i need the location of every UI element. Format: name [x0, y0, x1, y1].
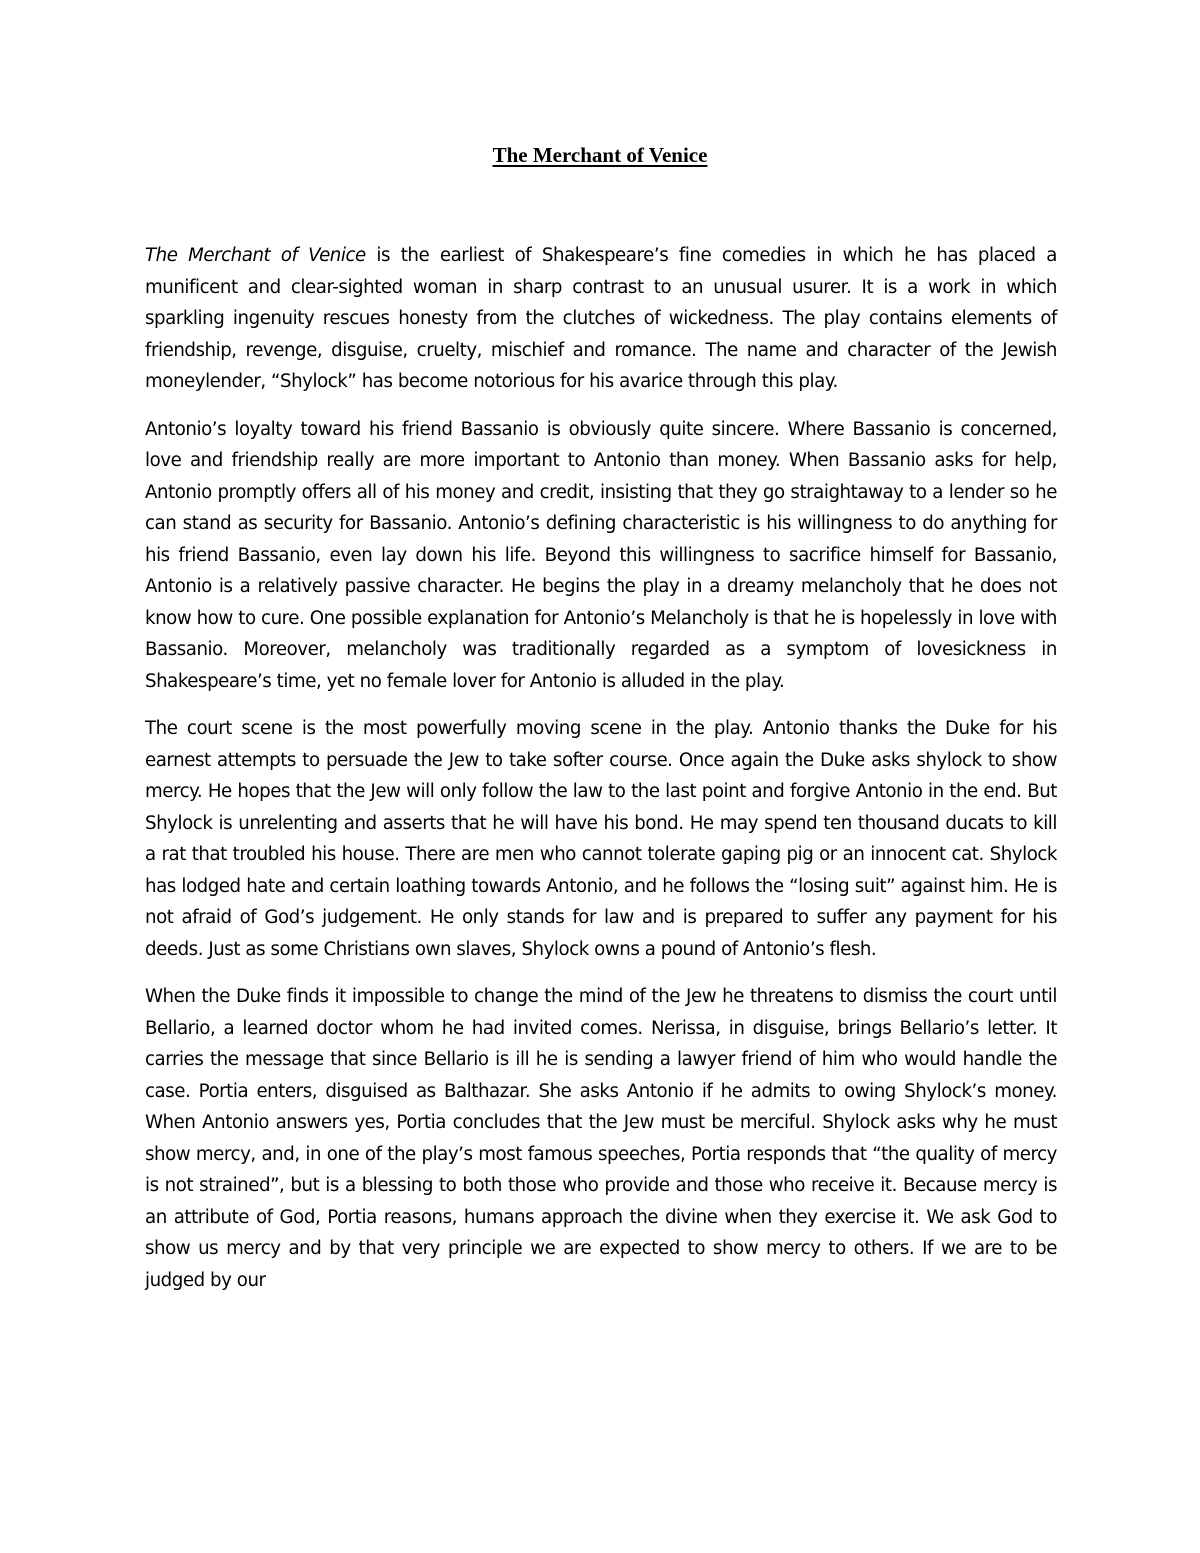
paragraph-4-text: When the Duke finds it impossible to change the mind of the Jew he threatens to dismiss the court until Bellario, a learned doctor whom he had invited comes. Nerissa, in disguise, brings Bellario’s letter. It carries the message that since Bellario is ill he is sending a lawyer friend of him who would handle the case. Portia enters, disguised as Balthazar. She asks Antonio if he admits to owing Shylock’s money. When Antonio answers yes, Portia concludes that the Jew must be merciful. Shylock asks why he must show mercy, and, in one of the play’s most famous speeches, Portia responds that “the quality of mercy is not strained”, but is a blessing to both those who provide and those who receive it. Because mercy is an attribute of God, Portia reasons, humans approach the divine when they exercise it. We ask God to show us mercy and by that very principle we are expected to show mercy to others. If we are to be judged by our: [145, 986, 1057, 1291]
document-body: [145, 240, 1057, 1312]
paragraph-2-text: Antonio’s loyalty toward his friend Bassanio is obviously quite sincere. Where Bassanio is concerned, love and friendship really are more important to Antonio than money. When Bassanio asks for help, Antonio promptly offers all of his money and credit, insisting that they go straightaway to a lender so he can stand as security for Bassanio. Antonio’s defining characteristic is his willingness to do anything for his friend Bassanio, even lay down his life. Beyond this willingness to sacrifice himself for Bassanio, Antonio is a relatively passive character. He begins the play in a dreamy melancholy that he does not know how to cure. One possible explanation for Antonio’s Melancholy is that he is hopelessly in love with Bassanio. Moreover, melancholy was traditionally regarded as a symptom of lovesickness in Shakespeare’s time, yet no female lover for Antonio is alluded in the play.: [145, 418, 1057, 692]
paragraph-4: [145, 981, 1057, 1296]
paragraph-1: [145, 240, 1057, 398]
paragraph-3-text: The court scene is the most powerfully moving scene in the play. Antonio thanks the Duke for his earnest attempts to persuade the Jew to take softer course. Once again the Duke asks shylock to show mercy. He hopes that the Jew will only follow the law to the last point and forgive Antonio in the end. But Shylock is unrelenting and asserts that he will have his bond. He may spend ten thousand ducats to kill a rat that troubled his house. There are men who cannot tolerate gaping pig or an innocent cat. Shylock has lodged hate and certain loathing towards Antonio, and he follows the “losing suit” against him. He is not afraid of God’s judgement. He only stands for law and is prepared to suffer any payment for his deeds. Just as some Christians own slaves, Shylock owns a pound of Antonio’s flesh.: [145, 718, 1057, 960]
paragraph-3: [145, 713, 1057, 965]
document-title: The Merchant of Venice: [492, 143, 708, 167]
paragraph-2: [145, 414, 1057, 698]
paragraph-1-italic-lead: The Merchant of Venice: [145, 245, 366, 266]
paragraph-1-text: is the earliest of Shakespeare’s fine comedies in which he has placed a munificent and clear-sighted woman in sharp contrast to an unusual usurer. It is a work in which sparkling ingenuity rescues honesty from the clutches of wickedness. The play contains elements of friendship, revenge, disguise, cruelty, mischief and romance. The name and character of the Jewish moneylender, “Shylock” has become notorious for his avarice through this play.: [145, 245, 1057, 392]
